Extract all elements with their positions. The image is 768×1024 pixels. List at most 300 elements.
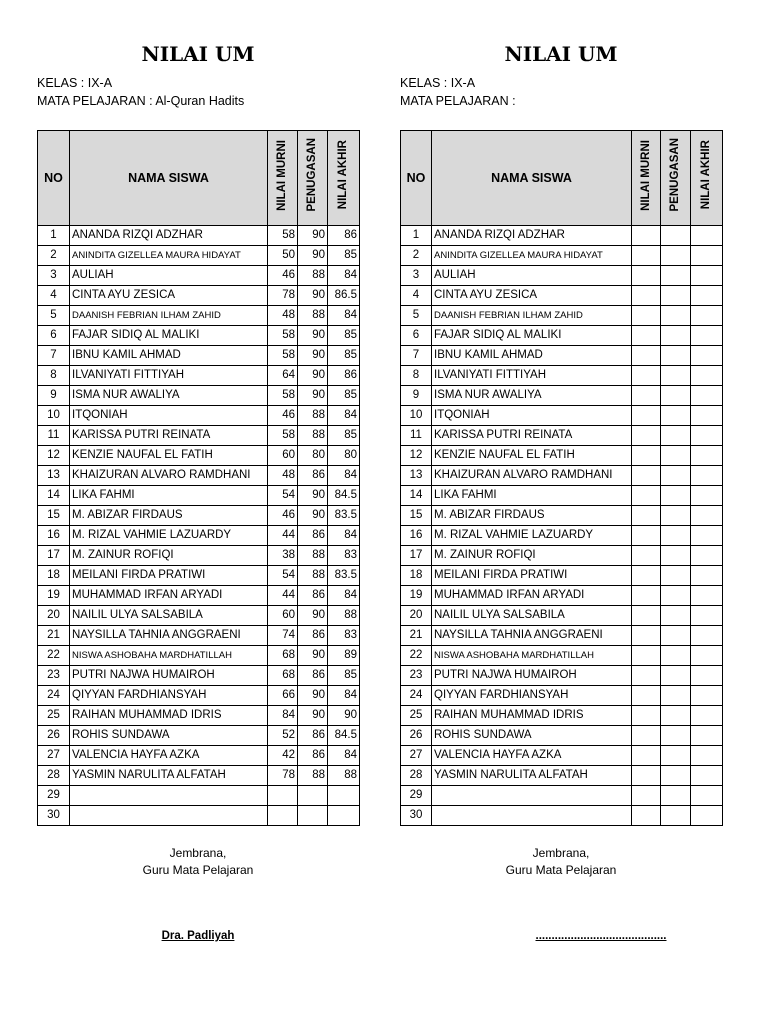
nilai-akhir-cell	[691, 586, 723, 606]
penugasan-cell	[661, 366, 691, 386]
penugasan-cell	[661, 726, 691, 746]
row-number: 12	[401, 446, 432, 466]
table-row	[401, 686, 723, 706]
nilai-akhir-cell: 83	[328, 546, 360, 566]
table-row	[401, 486, 723, 506]
table-row	[401, 346, 723, 366]
nilai-murni-cell	[632, 346, 661, 366]
row-number: 24	[38, 686, 70, 706]
penugasan-cell: 90	[298, 486, 328, 506]
nilai-murni-cell	[632, 626, 661, 646]
nilai-murni-cell	[632, 266, 661, 286]
penugasan-cell	[661, 546, 691, 566]
nilai-akhir-cell	[691, 606, 723, 626]
nilai-akhir-cell	[691, 626, 723, 646]
header-penugasan: PENUGASAN	[298, 131, 328, 226]
row-number: 9	[401, 386, 432, 406]
nilai-murni-cell: 48	[268, 466, 298, 486]
row-number: 19	[401, 586, 432, 606]
student-name: M. ABIZAR FIRDAUS	[432, 506, 632, 526]
nilai-murni-cell: 44	[268, 526, 298, 546]
table-row	[38, 666, 360, 686]
penugasan-cell	[661, 226, 691, 246]
penugasan-cell	[661, 566, 691, 586]
student-name: KHAIZURAN ALVARO RAMDHANI	[70, 466, 268, 486]
grade-table	[400, 130, 723, 826]
nilai-murni-cell	[268, 786, 298, 806]
penugasan-cell: 88	[298, 266, 328, 286]
nilai-murni-cell: 58	[268, 326, 298, 346]
row-number: 30	[38, 806, 70, 826]
row-number: 11	[401, 426, 432, 446]
penugasan-cell: 86	[298, 726, 328, 746]
student-name: YASMIN NARULITA ALFATAH	[432, 766, 632, 786]
row-number: 13	[38, 466, 70, 486]
row-number: 6	[38, 326, 70, 346]
table-row	[38, 526, 360, 546]
nilai-murni-cell	[632, 426, 661, 446]
nilai-murni-cell	[632, 606, 661, 626]
student-name: M. RIZAL VAHMIE LAZUARDY	[432, 526, 632, 546]
penugasan-cell	[661, 306, 691, 326]
table-row	[38, 746, 360, 766]
nilai-murni-cell	[632, 666, 661, 686]
nilai-akhir-cell	[691, 486, 723, 506]
nilai-akhir-cell: 84.5	[328, 486, 360, 506]
student-name: IBNU KAMIL AHMAD	[70, 346, 268, 366]
student-name: VALENCIA HAYFA AZKA	[70, 746, 268, 766]
nilai-akhir-cell: 84	[328, 746, 360, 766]
header-no: NO	[38, 131, 70, 226]
nilai-akhir-cell: 84	[328, 406, 360, 426]
row-number: 23	[38, 666, 70, 686]
row-number: 20	[38, 606, 70, 626]
student-name: MEILANI FIRDA PRATIWI	[70, 566, 268, 586]
table-row	[38, 246, 360, 266]
row-number: 22	[38, 646, 70, 666]
nilai-murni-cell	[632, 706, 661, 726]
student-name: RAIHAN MUHAMMAD IDRIS	[432, 706, 632, 726]
penugasan-cell: 90	[298, 606, 328, 626]
nilai-akhir-cell	[691, 706, 723, 726]
nilai-murni-cell	[632, 286, 661, 306]
penugasan-cell	[661, 406, 691, 426]
nilai-murni-cell	[632, 766, 661, 786]
header-nilai-murni: NILAI MURNI	[268, 131, 298, 226]
row-number: 11	[38, 426, 70, 446]
student-name	[432, 806, 632, 826]
student-name: YASMIN NARULITA ALFATAH	[70, 766, 268, 786]
table-row	[401, 366, 723, 386]
nilai-akhir-cell	[691, 366, 723, 386]
nilai-murni-cell	[632, 806, 661, 826]
row-number: 4	[38, 286, 70, 306]
penugasan-cell	[661, 806, 691, 826]
signature-place: Jembrana,	[532, 846, 590, 860]
nilai-murni-cell: 50	[268, 246, 298, 266]
row-number: 15	[38, 506, 70, 526]
nilai-akhir-cell	[691, 326, 723, 346]
table-row	[38, 646, 360, 666]
table-row	[38, 726, 360, 746]
student-name: M. ZAINUR ROFIQI	[432, 546, 632, 566]
nilai-akhir-cell: 86	[328, 366, 360, 386]
sheet-title: NILAI UM	[504, 42, 618, 66]
nilai-murni-cell: 44	[268, 586, 298, 606]
penugasan-cell: 86	[298, 466, 328, 486]
row-number: 5	[38, 306, 70, 326]
row-number: 8	[401, 366, 432, 386]
nilai-murni-cell: 74	[268, 626, 298, 646]
table-row	[401, 666, 723, 686]
student-name	[70, 786, 268, 806]
penugasan-cell	[661, 526, 691, 546]
student-name: ROHIS SUNDAWA	[70, 726, 268, 746]
penugasan-cell: 86	[298, 626, 328, 646]
nilai-murni-cell: 60	[268, 446, 298, 466]
penugasan-cell: 88	[298, 426, 328, 446]
row-number: 9	[38, 386, 70, 406]
student-name: M. ZAINUR ROFIQI	[70, 546, 268, 566]
student-name: DAANISH FEBRIAN ILHAM ZAHID	[70, 306, 268, 326]
row-number: 18	[401, 566, 432, 586]
penugasan-cell	[661, 746, 691, 766]
header-nilai-akhir: NILAI AKHIR	[691, 131, 723, 226]
row-number: 28	[38, 766, 70, 786]
table-row	[38, 806, 360, 826]
nilai-murni-cell: 58	[268, 386, 298, 406]
signer-line: .........................................	[535, 930, 667, 942]
student-name: MUHAMMAD IRFAN ARYADI	[70, 586, 268, 606]
grade-table	[37, 130, 360, 826]
table-row	[401, 566, 723, 586]
student-name: NAILIL ULYA SALSABILA	[70, 606, 268, 626]
nilai-akhir-cell	[691, 666, 723, 686]
row-number: 2	[401, 246, 432, 266]
nilai-akhir-cell	[691, 466, 723, 486]
student-name: ILVANIYATI FITTIYAH	[70, 366, 268, 386]
nilai-murni-cell	[632, 466, 661, 486]
subject-label: MATA PELAJARAN : Al-Quran Hadits	[37, 94, 245, 108]
nilai-murni-cell: 58	[268, 346, 298, 366]
nilai-akhir-cell: 85	[328, 666, 360, 686]
nilai-murni-cell	[632, 486, 661, 506]
nilai-akhir-cell: 84	[328, 306, 360, 326]
nilai-akhir-cell	[691, 786, 723, 806]
nilai-murni-cell: 54	[268, 486, 298, 506]
nilai-murni-cell	[632, 506, 661, 526]
table-row	[401, 266, 723, 286]
nilai-murni-cell: 58	[268, 426, 298, 446]
nilai-akhir-cell	[328, 786, 360, 806]
table-row	[38, 486, 360, 506]
penugasan-cell	[661, 246, 691, 266]
student-name: LIKA FAHMI	[70, 486, 268, 506]
nilai-akhir-cell: 88	[328, 766, 360, 786]
row-number: 19	[38, 586, 70, 606]
nilai-murni-cell	[632, 586, 661, 606]
table-row	[401, 766, 723, 786]
table-row	[38, 686, 360, 706]
nilai-akhir-cell: 84	[328, 526, 360, 546]
penugasan-cell: 90	[298, 286, 328, 306]
student-name: ITQONIAH	[70, 406, 268, 426]
row-number: 24	[401, 686, 432, 706]
row-number: 16	[38, 526, 70, 546]
nilai-akhir-cell: 85	[328, 326, 360, 346]
penugasan-cell: 90	[298, 386, 328, 406]
row-number: 21	[38, 626, 70, 646]
nilai-akhir-cell: 85	[328, 346, 360, 366]
nilai-akhir-cell: 84.5	[328, 726, 360, 746]
penugasan-cell: 86	[298, 526, 328, 546]
table-row	[401, 386, 723, 406]
penugasan-cell: 88	[298, 766, 328, 786]
student-name: CINTA AYU ZESICA	[70, 286, 268, 306]
table-row	[401, 706, 723, 726]
nilai-murni-cell	[632, 306, 661, 326]
student-name: PUTRI NAJWA HUMAIROH	[70, 666, 268, 686]
penugasan-cell: 88	[298, 546, 328, 566]
row-number: 30	[401, 806, 432, 826]
penugasan-cell	[661, 706, 691, 726]
nilai-murni-cell: 84	[268, 706, 298, 726]
penugasan-cell	[661, 346, 691, 366]
header-nilai-akhir: NILAI AKHIR	[328, 131, 360, 226]
nilai-akhir-cell: 88	[328, 606, 360, 626]
row-number: 14	[401, 486, 432, 506]
nilai-akhir-cell: 85	[328, 246, 360, 266]
nilai-akhir-cell	[691, 226, 723, 246]
header-nama-siswa: NAMA SISWA	[70, 131, 268, 226]
table-row	[38, 406, 360, 426]
penugasan-cell: 90	[298, 346, 328, 366]
table-row	[38, 426, 360, 446]
nilai-akhir-cell: 85	[328, 386, 360, 406]
table-row	[401, 546, 723, 566]
penugasan-cell	[298, 806, 328, 826]
nilai-akhir-cell	[691, 526, 723, 546]
nilai-akhir-cell	[691, 686, 723, 706]
nilai-murni-cell: 42	[268, 746, 298, 766]
nilai-akhir-cell: 83.5	[328, 566, 360, 586]
table-row	[401, 606, 723, 626]
nilai-murni-cell: 48	[268, 306, 298, 326]
row-number: 10	[401, 406, 432, 426]
penugasan-cell	[661, 486, 691, 506]
row-number: 18	[38, 566, 70, 586]
table-row	[401, 466, 723, 486]
penugasan-cell: 90	[298, 366, 328, 386]
table-row	[38, 346, 360, 366]
row-number: 12	[38, 446, 70, 466]
student-name: NAYSILLA TAHNIA ANGGRAENI	[70, 626, 268, 646]
table-row	[38, 606, 360, 626]
nilai-akhir-cell	[328, 806, 360, 826]
nilai-akhir-cell	[691, 286, 723, 306]
header-no: NO	[401, 131, 432, 226]
student-name: KARISSA PUTRI REINATA	[70, 426, 268, 446]
table-row	[401, 506, 723, 526]
nilai-murni-cell: 46	[268, 406, 298, 426]
student-name: NAILIL ULYA SALSABILA	[432, 606, 632, 626]
nilai-murni-cell: 46	[268, 266, 298, 286]
nilai-murni-cell: 68	[268, 646, 298, 666]
penugasan-cell: 86	[298, 666, 328, 686]
penugasan-cell	[661, 506, 691, 526]
student-name: ANINDITA GIZELLEA MAURA HIDAYAT	[70, 246, 268, 266]
table-row	[38, 566, 360, 586]
student-name: MUHAMMAD IRFAN ARYADI	[432, 586, 632, 606]
penugasan-cell	[661, 326, 691, 346]
nilai-murni-cell: 52	[268, 726, 298, 746]
row-number: 27	[38, 746, 70, 766]
nilai-murni-cell: 38	[268, 546, 298, 566]
header-penugasan: PENUGASAN	[661, 131, 691, 226]
nilai-murni-cell	[632, 566, 661, 586]
table-row	[38, 546, 360, 566]
row-number: 17	[401, 546, 432, 566]
table-row	[38, 706, 360, 726]
student-name: ISMA NUR AWALIYA	[70, 386, 268, 406]
student-name: M. RIZAL VAHMIE LAZUARDY	[70, 526, 268, 546]
penugasan-cell	[661, 786, 691, 806]
nilai-akhir-cell	[691, 546, 723, 566]
nilai-murni-cell	[632, 546, 661, 566]
penugasan-cell	[661, 606, 691, 626]
student-name: CINTA AYU ZESICA	[432, 286, 632, 306]
table-row	[38, 226, 360, 246]
table-row	[38, 626, 360, 646]
nilai-murni-cell	[632, 226, 661, 246]
penugasan-cell: 90	[298, 646, 328, 666]
sheet-title: NILAI UM	[141, 42, 255, 66]
table-row	[401, 286, 723, 306]
nilai-akhir-cell	[691, 406, 723, 426]
penugasan-cell	[661, 686, 691, 706]
nilai-akhir-cell: 89	[328, 646, 360, 666]
nilai-murni-cell	[632, 386, 661, 406]
penugasan-cell: 90	[298, 326, 328, 346]
row-number: 7	[401, 346, 432, 366]
student-name: ANANDA RIZQI ADZHAR	[432, 226, 632, 246]
row-number: 6	[401, 326, 432, 346]
table-row	[401, 746, 723, 766]
penugasan-cell	[661, 626, 691, 646]
nilai-akhir-cell	[691, 306, 723, 326]
signer-name: Dra. Padliyah	[161, 930, 235, 942]
student-name: FAJAR SIDIQ AL MALIKI	[70, 326, 268, 346]
nilai-akhir-cell	[691, 746, 723, 766]
row-number: 25	[401, 706, 432, 726]
nilai-akhir-cell	[691, 246, 723, 266]
student-name	[432, 786, 632, 806]
student-name: NISWA ASHOBAHA MARDHATILLAH	[432, 646, 632, 666]
row-number: 2	[38, 246, 70, 266]
nilai-akhir-cell	[691, 386, 723, 406]
student-name: ANANDA RIZQI ADZHAR	[70, 226, 268, 246]
nilai-akhir-cell	[691, 426, 723, 446]
student-name: KARISSA PUTRI REINATA	[432, 426, 632, 446]
table-row	[38, 786, 360, 806]
student-name: NISWA ASHOBAHA MARDHATILLAH	[70, 646, 268, 666]
header-row	[401, 131, 723, 226]
penugasan-cell	[661, 466, 691, 486]
signature-role: Guru Mata Pelajaran	[142, 863, 254, 877]
nilai-akhir-cell	[691, 806, 723, 826]
row-number: 21	[401, 626, 432, 646]
header-row	[38, 131, 360, 226]
row-number: 23	[401, 666, 432, 686]
row-number: 29	[38, 786, 70, 806]
row-number: 14	[38, 486, 70, 506]
nilai-murni-cell	[632, 406, 661, 426]
student-name: M. ABIZAR FIRDAUS	[70, 506, 268, 526]
nilai-akhir-cell: 83.5	[328, 506, 360, 526]
row-number: 4	[401, 286, 432, 306]
nilai-akhir-cell: 85	[328, 426, 360, 446]
student-name: ROHIS SUNDAWA	[432, 726, 632, 746]
row-number: 29	[401, 786, 432, 806]
penugasan-cell	[661, 666, 691, 686]
nilai-akhir-cell	[691, 646, 723, 666]
table-row	[401, 246, 723, 266]
table-row	[401, 786, 723, 806]
nilai-akhir-cell	[691, 726, 723, 746]
row-number: 10	[38, 406, 70, 426]
nilai-murni-cell: 58	[268, 226, 298, 246]
nilai-murni-cell: 66	[268, 686, 298, 706]
row-number: 8	[38, 366, 70, 386]
student-name: AULIAH	[70, 266, 268, 286]
student-name: DAANISH FEBRIAN ILHAM ZAHID	[432, 306, 632, 326]
penugasan-cell	[661, 646, 691, 666]
table-row	[38, 386, 360, 406]
penugasan-cell	[298, 786, 328, 806]
nilai-murni-cell: 64	[268, 366, 298, 386]
student-name: ANINDITA GIZELLEA MAURA HIDAYAT	[432, 246, 632, 266]
student-name: AULIAH	[432, 266, 632, 286]
row-number: 26	[401, 726, 432, 746]
row-number: 22	[401, 646, 432, 666]
nilai-murni-cell: 78	[268, 766, 298, 786]
student-name: KENZIE NAUFAL EL FATIH	[432, 446, 632, 466]
table-row	[401, 626, 723, 646]
nilai-akhir-cell: 86	[328, 226, 360, 246]
table-row	[401, 326, 723, 346]
nilai-akhir-cell	[691, 566, 723, 586]
nilai-akhir-cell: 90	[328, 706, 360, 726]
table-row	[38, 266, 360, 286]
table-row	[38, 286, 360, 306]
table-row	[38, 306, 360, 326]
nilai-akhir-cell	[691, 446, 723, 466]
penugasan-cell: 90	[298, 246, 328, 266]
table-row	[401, 426, 723, 446]
nilai-murni-cell	[632, 646, 661, 666]
nilai-akhir-cell: 84	[328, 686, 360, 706]
nilai-murni-cell: 78	[268, 286, 298, 306]
student-name: NAYSILLA TAHNIA ANGGRAENI	[432, 626, 632, 646]
row-number: 3	[38, 266, 70, 286]
nilai-murni-cell	[632, 746, 661, 766]
nilai-murni-cell	[632, 786, 661, 806]
student-name: ITQONIAH	[432, 406, 632, 426]
table-row	[401, 726, 723, 746]
table-row	[38, 466, 360, 486]
row-number: 26	[38, 726, 70, 746]
penugasan-cell: 86	[298, 586, 328, 606]
